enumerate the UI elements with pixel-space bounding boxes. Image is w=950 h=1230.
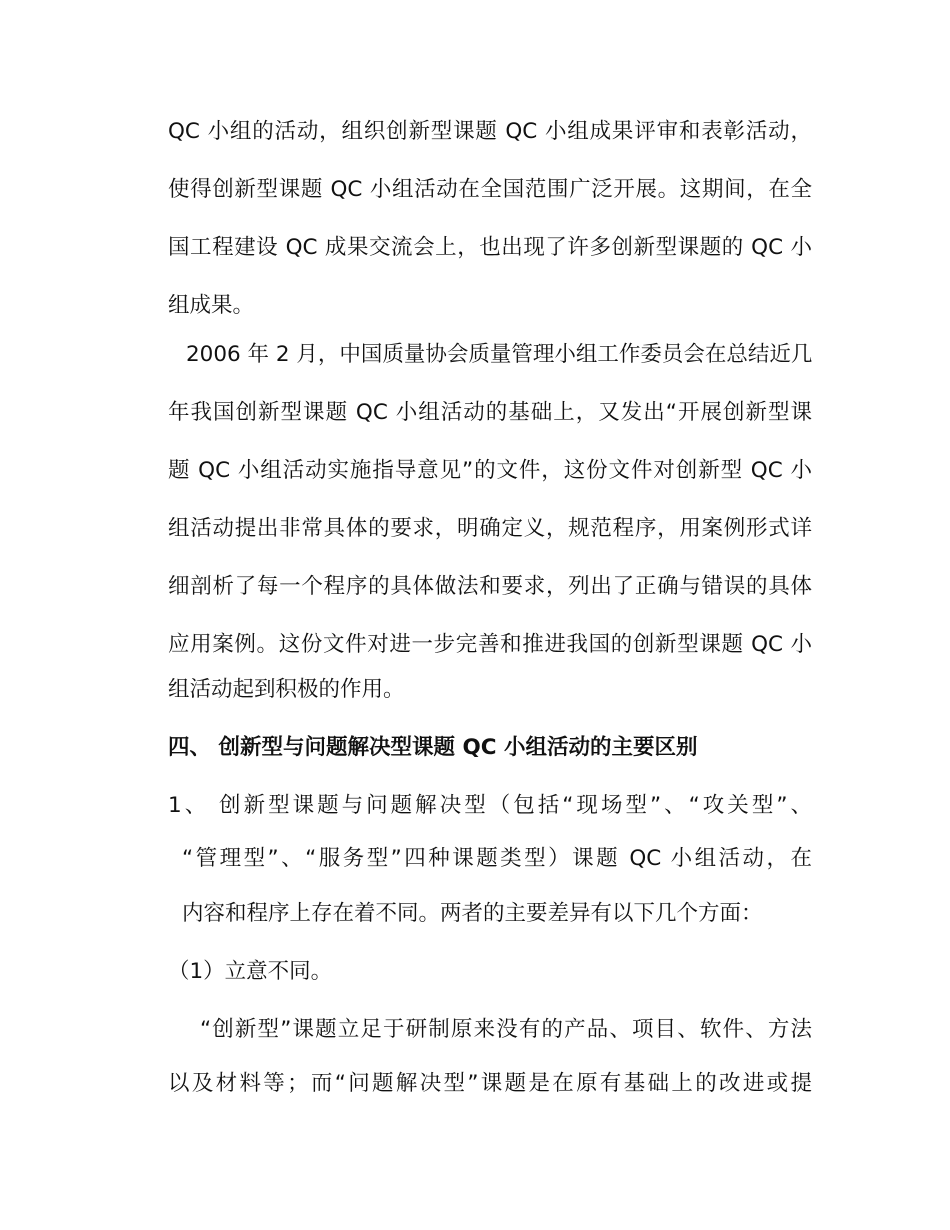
body-line: 应用案例。这份文件对进一步完善和推进我国的创新型课题 QC 小 [168, 632, 812, 657]
section-heading: 四、 创新型与问题解决型课题 QC 小组活动的主要区别 [168, 735, 698, 760]
list-item-line: 内容和程序上存在着不同。两者的主要差异有以下几个方面： [182, 901, 763, 926]
body-line: 年我国创新型课题 QC 小组活动的基础上，又发出“开展创新型课 [168, 400, 812, 425]
body-line: 题 QC 小组活动实施指导意见”的文件，这份文件对创新型 QC 小 [168, 458, 812, 483]
body-line: 组活动起到积极的作用。 [168, 677, 405, 702]
body-line: 组成果。 [168, 293, 255, 318]
paragraph-first-line: 2006 年 2 月，中国质量协会质量管理小组工作委员会在总结近几 [186, 342, 813, 367]
body-line: 使得创新型课题 QC 小组活动在全国范围广泛开展。这期间，在全 [168, 177, 812, 202]
body-line: 以及材料等；而“问题解决型”课题是在原有基础上的改进或提 [168, 1071, 812, 1096]
paragraph-first-line: “创新型”课题立足于研制原来没有的产品、项目、软件、方法 [200, 1017, 812, 1042]
body-line: 细剖析了每一个程序的具体做法和要求，列出了正确与错误的具体 [168, 574, 812, 599]
subheading: （1）立意不同。 [168, 959, 333, 984]
list-item-line: “管理型”、“服务型”四种课题类型）课题 QC 小组活动，在 [182, 846, 812, 871]
body-line: QC 小组的活动，组织创新型课题 QC 小组成果评审和表彰活动， [168, 119, 812, 144]
body-line: 国工程建设 QC 成果交流会上，也出现了许多创新型课题的 QC 小 [168, 235, 812, 260]
body-line: 组活动提出非常具体的要求，明确定义，规范程序，用案例形式详 [168, 516, 812, 541]
list-item-line: 1、 创新型课题与问题解决型（包括“现场型”、“攻关型”、 [168, 793, 812, 818]
